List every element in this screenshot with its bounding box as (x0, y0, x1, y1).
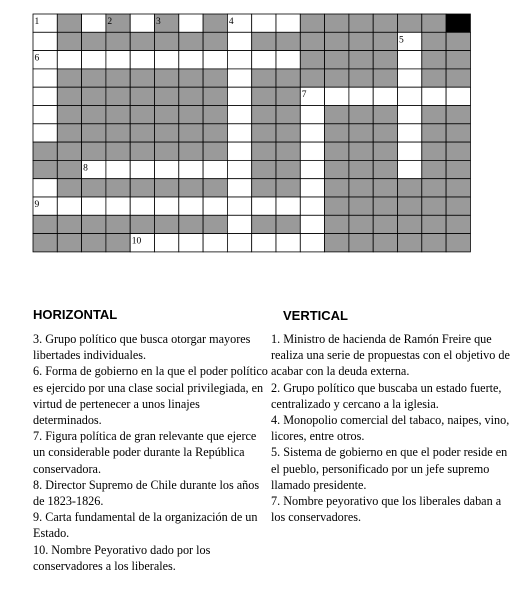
crossword-block (422, 14, 446, 32)
crossword-cell (446, 87, 470, 105)
crossword-block (373, 179, 397, 197)
crossword-block (398, 234, 422, 252)
crossword-block (57, 106, 81, 124)
crossword-block (155, 179, 179, 197)
crossword-cell (33, 87, 57, 105)
crossword-cell (227, 142, 251, 160)
crossword-cell (155, 197, 179, 215)
clue-number-2: 2 (107, 17, 113, 27)
crossword-block (82, 106, 106, 124)
crossword-cell (179, 197, 203, 215)
crossword-block (276, 106, 300, 124)
crossword-block (446, 160, 470, 178)
crossword-block (349, 69, 373, 87)
crossword-block (252, 179, 276, 197)
crossword-block (349, 51, 373, 69)
crossword-block (130, 106, 154, 124)
crossword-block (252, 124, 276, 142)
crossword-block (155, 69, 179, 87)
crossword-block (179, 87, 203, 105)
crossword-cell (398, 142, 422, 160)
crossword-cell (227, 124, 251, 142)
clue-number-8: 8 (83, 163, 88, 174)
crossword-block (82, 179, 106, 197)
crossword-block (422, 124, 446, 142)
crossword-block (203, 179, 227, 197)
crossword-cell (130, 160, 154, 178)
crossword-block (422, 160, 446, 178)
crossword-block (422, 197, 446, 215)
crossword-cell (179, 160, 203, 178)
crossword-block (446, 142, 470, 160)
crossword-cell (398, 51, 422, 69)
crossword-cell (398, 87, 422, 105)
crossword-block (446, 179, 470, 197)
crossword-cell (155, 234, 179, 252)
clue-vertical-1: 1. Ministro de hacienda de Ramón Freire que realiza una serie de propuestas con el objetivo de acabar con la deuda externa. (271, 332, 510, 379)
crossword-block (349, 142, 373, 160)
crossword-block (155, 142, 179, 160)
crossword-block (300, 14, 324, 32)
crossword-cell (276, 51, 300, 69)
clue-vertical-5: 5. Sistema de gobierno en que el poder reside en el pueblo, personificado por un jefe supremo llamado presidente. (271, 445, 508, 492)
crossword-block (373, 234, 397, 252)
crossword-block (300, 32, 324, 50)
crossword-block (252, 142, 276, 160)
crossword-cell (106, 160, 130, 178)
crossword-block (155, 32, 179, 50)
crossword-block (203, 32, 227, 50)
vertical-heading: VERTICAL (283, 308, 348, 323)
crossword-cell (179, 14, 203, 32)
crossword-cell (130, 197, 154, 215)
crossword-cell (33, 106, 57, 124)
crossword-block (446, 197, 470, 215)
crossword-block (82, 215, 106, 233)
crossword-block (155, 124, 179, 142)
clue-number-1: 1 (34, 17, 40, 27)
crossword-block (373, 215, 397, 233)
crossword-block (106, 87, 130, 105)
crossword-block (203, 106, 227, 124)
crossword-cell (349, 87, 373, 105)
crossword-block (106, 234, 130, 252)
crossword-block (446, 51, 470, 69)
crossword-block (373, 32, 397, 50)
crossword-block (349, 160, 373, 178)
crossword-block (57, 160, 81, 178)
crossword-block (203, 215, 227, 233)
crossword-block (57, 14, 81, 32)
crossword-block (349, 215, 373, 233)
crossword-block (130, 142, 154, 160)
crossword-block (373, 106, 397, 124)
crossword-block (422, 106, 446, 124)
crossword-cell (179, 234, 203, 252)
crossword-block (203, 14, 227, 32)
crossword-block (203, 124, 227, 142)
crossword-cell (398, 124, 422, 142)
crossword-block (57, 234, 81, 252)
crossword-block (446, 32, 470, 50)
crossword-block (276, 160, 300, 178)
crossword-cell (300, 142, 324, 160)
crossword-block (252, 160, 276, 178)
crossword-block (373, 51, 397, 69)
crossword-block (33, 234, 57, 252)
crossword-block (398, 197, 422, 215)
crossword-cell (33, 124, 57, 142)
crossword-block (422, 69, 446, 87)
crossword-block (349, 32, 373, 50)
crossword-cell (227, 179, 251, 197)
crossword-block (179, 32, 203, 50)
crossword-block (57, 179, 81, 197)
clue-horizontal-10: 10. Nombre Peyorativo dado por los conservadores a los liberales. (33, 542, 211, 573)
crossword-cell (82, 51, 106, 69)
crossword-cell (398, 106, 422, 124)
crossword-cell (300, 160, 324, 178)
crossword-block (325, 197, 349, 215)
crossword-block (422, 142, 446, 160)
crossword-cell (227, 87, 251, 105)
crossword-cell (227, 69, 251, 87)
crossword-block (373, 197, 397, 215)
crossword-block (106, 124, 130, 142)
crossword-block (179, 142, 203, 160)
crossword-block (325, 215, 349, 233)
crossword-block (130, 69, 154, 87)
crossword-cell (300, 234, 324, 252)
clue-number-5: 5 (399, 35, 404, 46)
crossword-block (325, 51, 349, 69)
crossword-block (373, 160, 397, 178)
crossword-block (373, 14, 397, 32)
crossword-block (179, 106, 203, 124)
horizontal-clue-list (33, 331, 268, 574)
crossword-block (373, 69, 397, 87)
crossword-block (82, 87, 106, 105)
clue-number-4: 4 (228, 17, 234, 27)
clue-number-6: 6 (34, 53, 40, 64)
crossword-block (276, 69, 300, 87)
crossword-block (106, 179, 130, 197)
crossword-block (33, 142, 57, 160)
crossword-block (446, 234, 470, 252)
crossword-block (57, 69, 81, 87)
crossword-block (349, 106, 373, 124)
crossword-cell (300, 124, 324, 142)
crossword-block (325, 106, 349, 124)
crossword-cell (203, 197, 227, 215)
crossword-block (276, 124, 300, 142)
crossword-block (349, 179, 373, 197)
crossword-block (106, 142, 130, 160)
crossword-block (82, 124, 106, 142)
crossword-block (203, 142, 227, 160)
crossword-block (106, 69, 130, 87)
clue-horizontal-3: 3. Grupo político que busca otorgar mayores libertades individuales. (33, 332, 251, 363)
clue-number-3: 3 (156, 17, 161, 27)
crossword-cell (106, 197, 130, 215)
crossword-block (252, 215, 276, 233)
crossword-block (349, 14, 373, 32)
crossword-cell (57, 197, 81, 215)
crossword-block (325, 234, 349, 252)
crossword-block (179, 179, 203, 197)
crossword-block (276, 32, 300, 50)
crossword-cell (203, 234, 227, 252)
crossword-cell (422, 87, 446, 105)
crossword-block (179, 124, 203, 142)
crossword-cell (252, 14, 276, 32)
crossword-cell (227, 197, 251, 215)
crossword-block (373, 142, 397, 160)
crossword-block (130, 32, 154, 50)
crossword-block (446, 215, 470, 233)
crossword-block (422, 179, 446, 197)
crossword-block (82, 69, 106, 87)
crossword-block (252, 87, 276, 105)
crossword-block (106, 106, 130, 124)
crossword-block (82, 32, 106, 50)
crossword-cell (227, 51, 251, 69)
crossword-block (106, 215, 130, 233)
crossword-cell (227, 215, 251, 233)
crossword-cell (155, 160, 179, 178)
clue-horizontal-7: 7. Figura política de gran relevante que ejerce un considerable poder durante la República conservadora. (33, 429, 257, 476)
clue-vertical-7: 7. Nombre peyorativo que los liberales daban a los conservadores. (271, 494, 502, 525)
crossword-cell (179, 51, 203, 69)
crossword-block (325, 160, 349, 178)
crossword-block (33, 215, 57, 233)
clue-vertical-2: 2. Grupo político que buscaba un estado fuerte, centralizado y cercano a la iglesia. (271, 380, 502, 411)
crossword-block (252, 106, 276, 124)
crossword-block (325, 14, 349, 32)
crossword-cell (398, 69, 422, 87)
crossword-block (276, 215, 300, 233)
crossword-block (422, 215, 446, 233)
vertical-clue-list (271, 331, 511, 525)
crossword-block (276, 179, 300, 197)
crossword-cell (57, 51, 81, 69)
clue-vertical-4: 4. Monopolio comercial del tabaco, naipes, vino, licores, entre otros. (271, 413, 510, 444)
clue-number-9: 9 (34, 200, 40, 210)
crossword-block (106, 32, 130, 50)
crossword-block (57, 87, 81, 105)
crossword-block (276, 87, 300, 105)
crossword-block (373, 124, 397, 142)
crossword-block (82, 142, 106, 160)
crossword-cell (300, 106, 324, 124)
crossword-block (325, 32, 349, 50)
crossword-cell (276, 197, 300, 215)
clue-horizontal-8: 8. Director Supremo de Chile durante los años de 1823-1826. (33, 477, 260, 509)
crossword-block (349, 124, 373, 142)
crossword-cell (155, 51, 179, 69)
crossword-block (300, 69, 324, 87)
crossword-cell (33, 179, 57, 197)
crossword-block (446, 124, 470, 142)
clue-horizontal-6: 6. Forma de gobierno en la que el poder político es ejercido por una clase social privilegiada, en virtud de pertenecer a unos linajes determinados. (33, 364, 268, 428)
crossword-block (276, 142, 300, 160)
crossword-block (155, 87, 179, 105)
crossword-block (155, 215, 179, 233)
crossword-block (422, 234, 446, 252)
crossword-block (252, 69, 276, 87)
crossword-cell (325, 87, 349, 105)
crossword-block (325, 124, 349, 142)
crossword-cell (276, 14, 300, 32)
crossword-block (398, 215, 422, 233)
crossword-cell (227, 234, 251, 252)
crossword-cell (227, 160, 251, 178)
crossword-block (57, 124, 81, 142)
crossword-cell (300, 215, 324, 233)
crossword-block (252, 32, 276, 50)
clue-horizontal-9: 9. Carta fundamental de la organización de un Estado. (33, 510, 258, 541)
crossword-block (446, 106, 470, 124)
crossword-block (130, 124, 154, 142)
crossword-block (349, 234, 373, 252)
crossword-cell (33, 32, 57, 50)
crossword-block (57, 142, 81, 160)
crossword-cell (33, 69, 57, 87)
crossword-cell (227, 106, 251, 124)
crossword-cell (106, 51, 130, 69)
crossword-block (398, 14, 422, 32)
crossword-block (130, 87, 154, 105)
crossword-block (33, 160, 57, 178)
crossword-block (422, 51, 446, 69)
crossword-block (349, 197, 373, 215)
clue-number-10: 10 (131, 236, 142, 247)
crossword-cell (82, 197, 106, 215)
crossword-block (179, 69, 203, 87)
crossword-block (155, 106, 179, 124)
crossword-cell (276, 234, 300, 252)
crossword-cell (130, 14, 154, 32)
crossword-cell (398, 160, 422, 178)
crossword-block (57, 32, 81, 50)
crossword-solid (446, 14, 470, 32)
crossword-block (179, 215, 203, 233)
crossword-cell (203, 160, 227, 178)
crossword-block (300, 51, 324, 69)
crossword-block (325, 69, 349, 87)
crossword-block (203, 69, 227, 87)
clue-number-7: 7 (301, 90, 307, 101)
crossword-block (82, 234, 106, 252)
crossword-block (325, 179, 349, 197)
crossword-cell (300, 197, 324, 215)
crossword-cell (227, 32, 251, 50)
crossword-cell (252, 51, 276, 69)
crossword-cell (252, 197, 276, 215)
crossword-block (130, 215, 154, 233)
crossword-block (203, 87, 227, 105)
crossword-cell (300, 179, 324, 197)
crossword-cell (203, 51, 227, 69)
crossword-cell (130, 51, 154, 69)
crossword-cell (82, 14, 106, 32)
crossword-block (446, 69, 470, 87)
crossword-cell (252, 234, 276, 252)
crossword-cell (373, 87, 397, 105)
crossword-block (57, 215, 81, 233)
crossword-block (422, 32, 446, 50)
crossword-block (398, 179, 422, 197)
horizontal-heading: HORIZONTAL (33, 307, 118, 322)
crossword-block (130, 179, 154, 197)
crossword-block (325, 142, 349, 160)
